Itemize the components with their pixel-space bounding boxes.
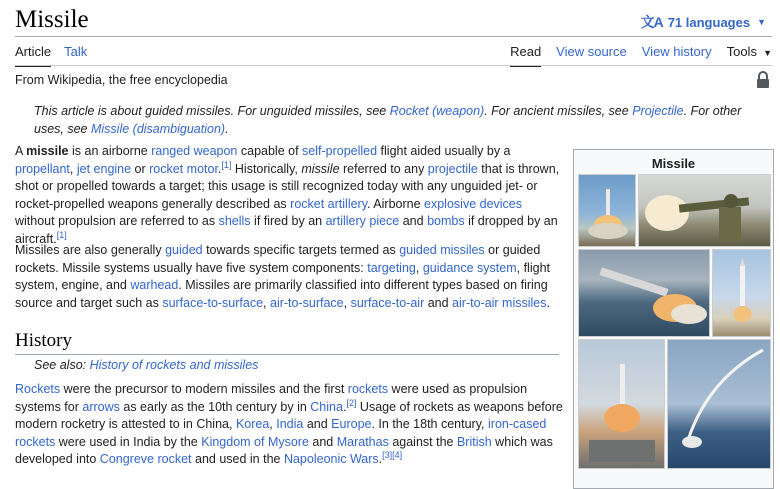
link-self-propelled[interactable]: self-propelled xyxy=(302,144,378,158)
link-warhead[interactable]: warhead xyxy=(130,278,179,292)
rocket-image xyxy=(713,250,771,337)
link-propellant[interactable]: propellant xyxy=(15,161,70,176)
link-british[interactable]: British xyxy=(456,434,492,449)
link-rockets[interactable]: rockets xyxy=(347,382,389,396)
hatnote-text: This article is about guided missiles. For unguided missiles, see xyxy=(34,104,390,118)
text: without propulsion are referred to as xyxy=(15,214,219,228)
infobox-photo-ship-launch[interactable] xyxy=(578,339,665,469)
reference-1[interactable]: [1] xyxy=(221,159,232,170)
lock-icon[interactable] xyxy=(756,71,770,89)
text: . Missiles are primarily classified into different types based on firing source and target such as xyxy=(15,278,548,310)
link-ranged-weapon[interactable]: ranged weapon xyxy=(151,144,238,158)
text: towards specific targets termed as xyxy=(202,243,400,257)
infobox-photo-rocket[interactable] xyxy=(712,249,771,337)
text: . In the 18th century, xyxy=(371,417,488,431)
text: if dropped by an aircraft. xyxy=(15,214,558,246)
link-korea[interactable]: Korea xyxy=(235,417,270,431)
link-china[interactable]: China xyxy=(310,399,343,414)
text: flight aided usually by a xyxy=(377,144,511,158)
text: , xyxy=(415,260,423,275)
infobox-photo-launch[interactable] xyxy=(578,174,636,247)
paragraph-history: Rockets were the precursor to modern missiles and the first rockets were used as propulsion systems for arrows as early as the 10th century by in China.[2] Usage of rockets as weapons before modern rocketry is attested to in China, Korea, India and Europe. In the 18th century, iron-cased rockets were used in India by the Kingdom of Mysore and Marathas against the British which was developed into Congreve rocket and used in the Napoleonic Wars.[3][4] xyxy=(15,382,563,466)
tab-view-source[interactable]: View source xyxy=(556,44,627,59)
link-rocket-motor[interactable]: rocket motor xyxy=(149,161,218,176)
italic-term: missile xyxy=(301,161,340,176)
link-targeting[interactable]: targeting xyxy=(367,260,416,275)
tab-talk[interactable]: Talk xyxy=(64,44,88,59)
namespace-tabs xyxy=(15,44,87,67)
text: referred to any xyxy=(339,161,428,176)
tab-view-history[interactable]: View history xyxy=(641,44,712,59)
text: . xyxy=(378,452,383,466)
hatnote-text: . For other uses, see xyxy=(34,104,742,136)
infobox-title: Missile xyxy=(651,156,696,171)
sea-launch-image xyxy=(668,340,771,469)
link-congreve-rocket[interactable]: Congreve rocket xyxy=(99,452,192,466)
site-sub: From Wikipedia, the free encyclopedia xyxy=(15,73,228,87)
languages-label: 71 languages xyxy=(667,14,751,30)
text: , xyxy=(263,295,270,310)
link-bombs[interactable]: bombs xyxy=(427,214,465,228)
text: , xyxy=(269,417,277,431)
missile-launch-image xyxy=(579,175,636,247)
tab-read[interactable]: Read xyxy=(510,44,541,67)
link-arrows[interactable]: arrows xyxy=(82,399,120,414)
link-history-of-rockets[interactable]: History of rockets and missiles xyxy=(89,358,259,372)
link-iron-cased-rockets[interactable]: iron-cased rockets xyxy=(15,417,547,449)
text: and xyxy=(424,295,453,310)
page-title: Missile xyxy=(15,6,89,33)
tab-article[interactable]: Article xyxy=(15,44,51,67)
link-guided-missiles[interactable]: guided missiles xyxy=(399,243,485,257)
text: against the xyxy=(388,434,457,449)
text: Historically, xyxy=(231,161,302,176)
text: and xyxy=(399,214,428,228)
soldier-firing-image xyxy=(639,175,771,247)
link-rockets[interactable]: Rockets xyxy=(15,382,61,396)
text: is an airborne xyxy=(68,144,152,158)
link-missile-disambiguation[interactable]: Missile (disambiguation) xyxy=(90,122,226,136)
title-divider xyxy=(15,36,772,37)
chevron-down-icon: ▼ xyxy=(757,17,766,27)
link-india[interactable]: India xyxy=(276,417,304,431)
section-heading-history: History xyxy=(15,330,72,351)
translate-icon: 文A xyxy=(640,14,663,30)
link-projectile[interactable]: projectile xyxy=(427,161,478,176)
hatnote-text: . For ancient missiles, see xyxy=(484,104,633,118)
text: were the precursor to modern missiles and the first xyxy=(60,382,348,396)
text: , flight system, engine, and xyxy=(15,260,550,292)
hatnote xyxy=(34,102,760,138)
link-surface-to-surface[interactable]: surface-to-surface xyxy=(162,295,264,310)
chevron-down-icon: ▼ xyxy=(760,48,772,58)
text: were used as propulsion systems for xyxy=(15,382,528,414)
text: and used in the xyxy=(191,452,284,466)
link-jet-engine[interactable]: jet engine xyxy=(76,161,132,176)
reference-3-4[interactable]: [3][4] xyxy=(382,449,403,460)
infobox xyxy=(573,149,774,489)
link-guided[interactable]: guided xyxy=(165,243,203,257)
text: were used in India by the xyxy=(55,434,202,449)
view-tabs xyxy=(510,44,772,67)
section-divider xyxy=(15,354,559,355)
languages-button[interactable] xyxy=(641,12,766,32)
text: if fired by an xyxy=(250,214,326,228)
infobox-photo-soldier[interactable] xyxy=(638,174,771,247)
link-guidance-system[interactable]: guidance system xyxy=(422,260,517,275)
link-air-to-surface[interactable]: air-to-surface xyxy=(270,295,344,310)
link-air-to-air-missiles[interactable]: air-to-air missiles xyxy=(452,295,547,310)
link-shells[interactable]: shells xyxy=(218,214,251,228)
link-projectile[interactable]: Projectile xyxy=(632,104,684,118)
text: A xyxy=(15,144,27,158)
see-also-label: See also: xyxy=(34,358,90,372)
link-rocket-artillery[interactable]: rocket artillery xyxy=(290,196,368,211)
link-surface-to-air[interactable]: surface-to-air xyxy=(350,295,425,310)
text: or guided rockets. Missile systems usually have five system components: xyxy=(15,243,541,275)
text: or xyxy=(131,161,150,176)
text: Missiles are also generally xyxy=(15,243,166,257)
infobox-photo-sea-launch[interactable] xyxy=(667,339,771,469)
paragraph-intro: A missile is an airborne ranged weapon capable of self-propelled flight aided usually by a propellant, jet engine or rocket motor.[1] Historically, missile referred to any projectile that is thrown, shot or propelled towards a target; this usage is still recognized today with any unguided jet- or rocket-propelled weapons generally described as rocket artillery. Airborne explosive devices without propulsion are referred to as shells if fired by an artillery piece and bombs if dropped by an aircraft.[1] xyxy=(15,144,560,246)
link-rocket-weapon[interactable]: Rocket (weapon) xyxy=(389,104,485,118)
text: which was developed into xyxy=(15,434,553,466)
tabs-divider xyxy=(15,65,772,66)
naval-missile-image xyxy=(579,250,710,337)
text: as early as the 10th century by in xyxy=(119,399,311,414)
text: , xyxy=(69,161,77,176)
text: capable of xyxy=(237,144,303,158)
link-explosive-devices[interactable]: explosive devices xyxy=(424,196,522,211)
link-europe[interactable]: Europe xyxy=(331,417,372,431)
tools-label: Tools xyxy=(726,44,757,59)
bold-term: missile xyxy=(26,144,69,158)
infobox-photo-naval-launch[interactable] xyxy=(578,249,710,337)
text: and xyxy=(303,417,332,431)
text: , xyxy=(343,295,351,310)
link-artillery-piece[interactable]: artillery piece xyxy=(325,214,400,228)
ship-launch-image xyxy=(579,340,665,469)
link-marathas[interactable]: Marathas xyxy=(336,434,389,449)
text: . xyxy=(546,295,550,310)
reference-2[interactable]: [2] xyxy=(346,397,357,408)
hatnote-text: . xyxy=(225,122,229,136)
see-also-hatnote xyxy=(34,358,258,372)
text: and xyxy=(308,434,337,449)
text: . Airborne xyxy=(367,196,425,211)
reference-1[interactable]: [1] xyxy=(56,229,67,240)
link-napoleonic-wars[interactable]: Napoleonic Wars xyxy=(283,452,379,466)
link-kingdom-of-mysore[interactable]: Kingdom of Mysore xyxy=(201,434,309,449)
paragraph-guidance xyxy=(15,242,563,312)
text: Usage of rockets as weapons before modern rocketry is attested to in China, xyxy=(15,399,563,431)
text: that is thrown, shot or propelled towards a target; this usage is still recognized today with any unguided jet- or rocket-propelled weapons generally described as xyxy=(15,161,560,211)
tools-menu[interactable] xyxy=(727,44,772,65)
